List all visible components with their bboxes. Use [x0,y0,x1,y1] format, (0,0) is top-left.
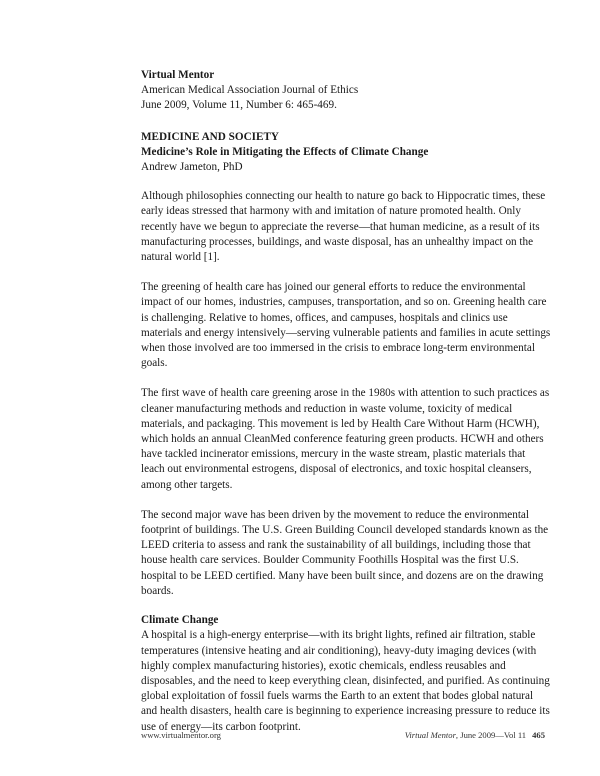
body-paragraph: The second major wave has been driven by the movement to reduce the environmental footprint of buildings. The U.S. Green Building Council developed standards known as the LEED criteria to assess and rank the sustainability of all buildings, including those that house health care services. Boulder Community Foothills Hospital was the first U.S. hospital to be LEED certified. Many have been built since, and dozens are on the drawing boards. [141,508,549,597]
journal-publisher: American Medical Association Journal of Ethics [141,84,359,97]
section-label: MEDICINE AND SOCIETY [141,130,280,143]
article-page [141,68,551,735]
body-paragraph: The greening of health care has joined our general efforts to reduce the environmental impact of our homes, industries, campuses, transportation, and so on. Greening health care is challenging. Relative to homes, offices, and campuses, hospitals and clinics use materials and energy intensively—serving vulnerable patients and families in acute settings when those involved are too immersed in the crisis to embrace long-term environmental goals. [141,281,551,370]
issue-citation: June 2009, Volume 11, Number 6: 465-469. [141,99,337,112]
footer-issue-text: , June 2009—Vol 11 [455,730,527,740]
body-paragraph: Although philosophies connecting our health to nature go back to Hippocratic times, these early ideas stressed that harmony with and imitation of nature promoted health. Only recently have we begun to appreciate the reverse—that human medicine, as a result of its manufacturing processes, buildings, and waste disposal, has an unhealthy impact on the natural world [1]. [141,190,546,264]
journal-name: Virtual Mentor [141,69,215,81]
climate-change-heading: Climate Change [141,614,219,627]
footer-issue-info [405,730,545,741]
author-byline: Andrew Jameton, PhD [141,161,243,174]
footer-journal-name: Virtual Mentor [404,730,456,740]
climate-change-paragraph: A hospital is a high-energy enterprise—with its bright lights, refined air filtration, stable temperatures (intensive heating and air conditioning), heavy-duty imaging devices (with highly complex manufacturing histories), exotic chemicals, endless reusables and disposables, and the need to keep everything clean, disinfected, and purified. As continuing global exploitation of fossil fuels warms the Earth to an extent that bodes global natural and health disasters, health care is beginning to experience increasing pressure to reduce its use of energy—its carbon footprint. [141,629,550,733]
footer-website: www.virtualmentor.org [141,730,221,740]
body-paragraph: The first wave of health care greening arose in the 1980s with attention to such practices as cleaner manufacturing methods and reduction in waste volume, toxicity of medical materials, and packaging. This movement is led by Health Care Without Harm (HCWH), which holds an annual CleanMed conference featuring green products. HCWH and others have tackled incinerator emissions, mercury in the waste stream, plastic materials that leach out environmental estrogens, disposal of electronics, and toxic hospital cleansers, among other targets. [141,387,550,491]
page-number: 465 [532,730,545,740]
article-title: Medicine’s Role in Mitigating the Effects of Climate Change [141,145,429,158]
